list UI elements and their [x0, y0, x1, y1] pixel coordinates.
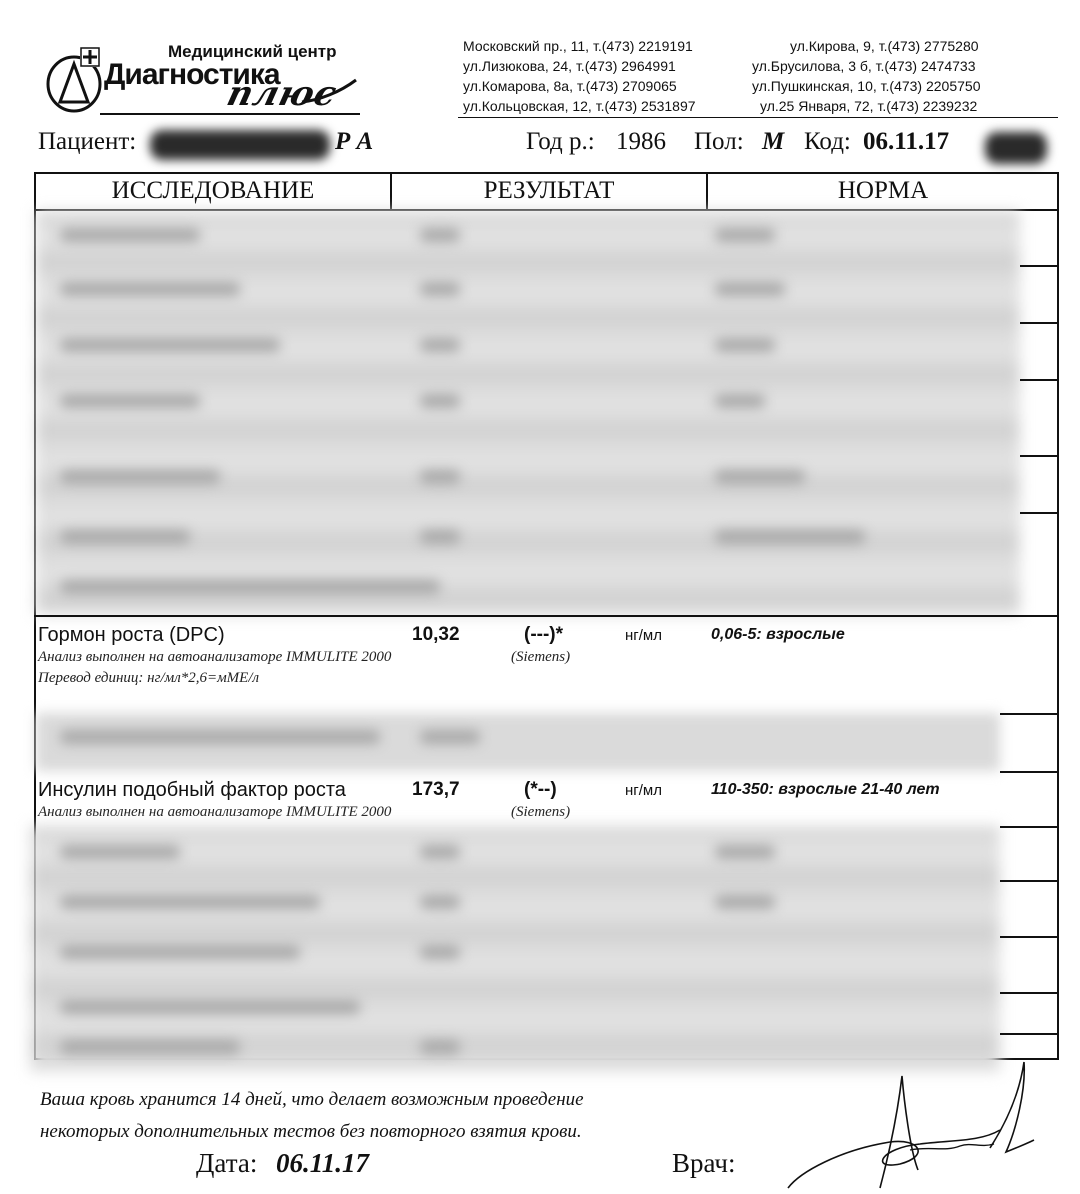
note-line: некоторых дополнительных тестов без повторного взятия крови.	[40, 1121, 582, 1142]
result-unit-growth-hormone: нг/мл	[625, 627, 662, 644]
result-norm-igf: 110-350: взрослые 21-40 лет	[711, 781, 940, 798]
result-unit-igf: нг/мл	[625, 782, 662, 799]
code-value: 06.11.17	[863, 128, 950, 155]
column-divider	[390, 172, 392, 210]
result-name-igf: Инсулин подобный фактор роста	[38, 779, 346, 801]
clinic-logo-icon	[44, 44, 106, 114]
row-divider	[1000, 936, 1059, 938]
birth-year: 1986	[616, 128, 666, 155]
sex-label: Пол:	[694, 128, 744, 155]
patient-label: Пациент:	[38, 128, 137, 155]
row-divider	[1000, 771, 1059, 773]
header-study: ИССЛЕДОВАНИЕ	[111, 177, 315, 204]
blood-storage-note	[40, 1084, 584, 1148]
date-value: 06.11.17	[276, 1148, 370, 1178]
address-line: ул.Лизюкова, 24, т.(473) 2964991	[463, 58, 676, 74]
row-divider	[1020, 512, 1059, 514]
address-line: ул.Комарова, 8а, т.(473) 2709065	[463, 78, 677, 94]
redacted-patient-name	[150, 130, 330, 160]
brand-name: Диагностика	[104, 58, 280, 91]
sex-value: М	[762, 128, 785, 155]
address-underline	[458, 117, 1058, 118]
row-divider	[1000, 826, 1059, 828]
result-note-manufacturer: (Siemens)	[511, 649, 571, 665]
row-divider	[1020, 379, 1059, 381]
result-note-manufacturer: (Siemens)	[511, 804, 571, 820]
row-divider	[1000, 713, 1059, 715]
address-line: ул.Кольцовская, 12, т.(473) 2531897	[463, 98, 696, 114]
brand-script: плюс	[223, 74, 342, 114]
date-label: Дата:	[196, 1148, 258, 1178]
result-value-igf: 173,7	[412, 779, 460, 800]
brand-subtitle: Медицинский центр	[168, 42, 337, 61]
row-divider	[1020, 265, 1059, 267]
address-line: Московский пр., 11, т.(473) 2219191	[463, 38, 693, 54]
brand-swoosh-icon	[300, 78, 360, 106]
result-norm-growth-hormone: 0,06-5: взрослые	[711, 626, 845, 643]
result-flag-growth-hormone: (---)*	[524, 624, 564, 645]
patient-initials: Р А	[335, 128, 374, 155]
result-note-analyzer: Анализ выполнен на автоанализаторе IMMULITE 2000	[38, 804, 392, 820]
result-flag-igf: (*--)	[524, 779, 557, 800]
row-divider	[1000, 1033, 1059, 1035]
birth-year-label: Год р.:	[526, 128, 595, 155]
brand-underline	[100, 113, 360, 115]
address-line: ул.Кирова, 9, т.(473) 2775280	[790, 38, 979, 54]
code-label: Код:	[804, 128, 851, 155]
doctor-signature	[780, 1060, 1040, 1194]
result-name-growth-hormone: Гормон роста (DPC)	[38, 624, 225, 646]
result-value-growth-hormone: 10,32	[412, 624, 460, 645]
redacted-results-block	[36, 211, 1020, 615]
column-divider	[706, 172, 708, 210]
redacted-code-suffix	[985, 132, 1047, 164]
address-line: ул.Брусилова, 3 б, т.(473) 2474733	[752, 58, 976, 74]
row-divider	[34, 615, 1059, 617]
address-line: ул.Пушкинская, 10, т.(473) 2205750	[752, 78, 981, 94]
header-result: РЕЗУЛЬТАТ	[483, 177, 615, 204]
row-divider	[1020, 455, 1059, 457]
row-divider	[1020, 322, 1059, 324]
note-line: Ваша кровь хранится 14 дней, что делает возможным проведение	[40, 1089, 584, 1110]
address-line: ул.25 Января, 72, т.(473) 2239232	[760, 98, 978, 114]
addresses-right	[752, 36, 980, 116]
row-divider	[1000, 880, 1059, 882]
result-note-conversion: Перевод единиц: нг/мл*2,6=мМЕ/л	[38, 670, 260, 686]
result-note-analyzer: Анализ выполнен на автоанализаторе IMMULITE 2000	[38, 649, 392, 665]
addresses-left	[463, 36, 696, 116]
doctor-label: Врач:	[672, 1148, 736, 1178]
header-norm: НОРМА	[837, 177, 929, 204]
row-divider	[1000, 992, 1059, 994]
